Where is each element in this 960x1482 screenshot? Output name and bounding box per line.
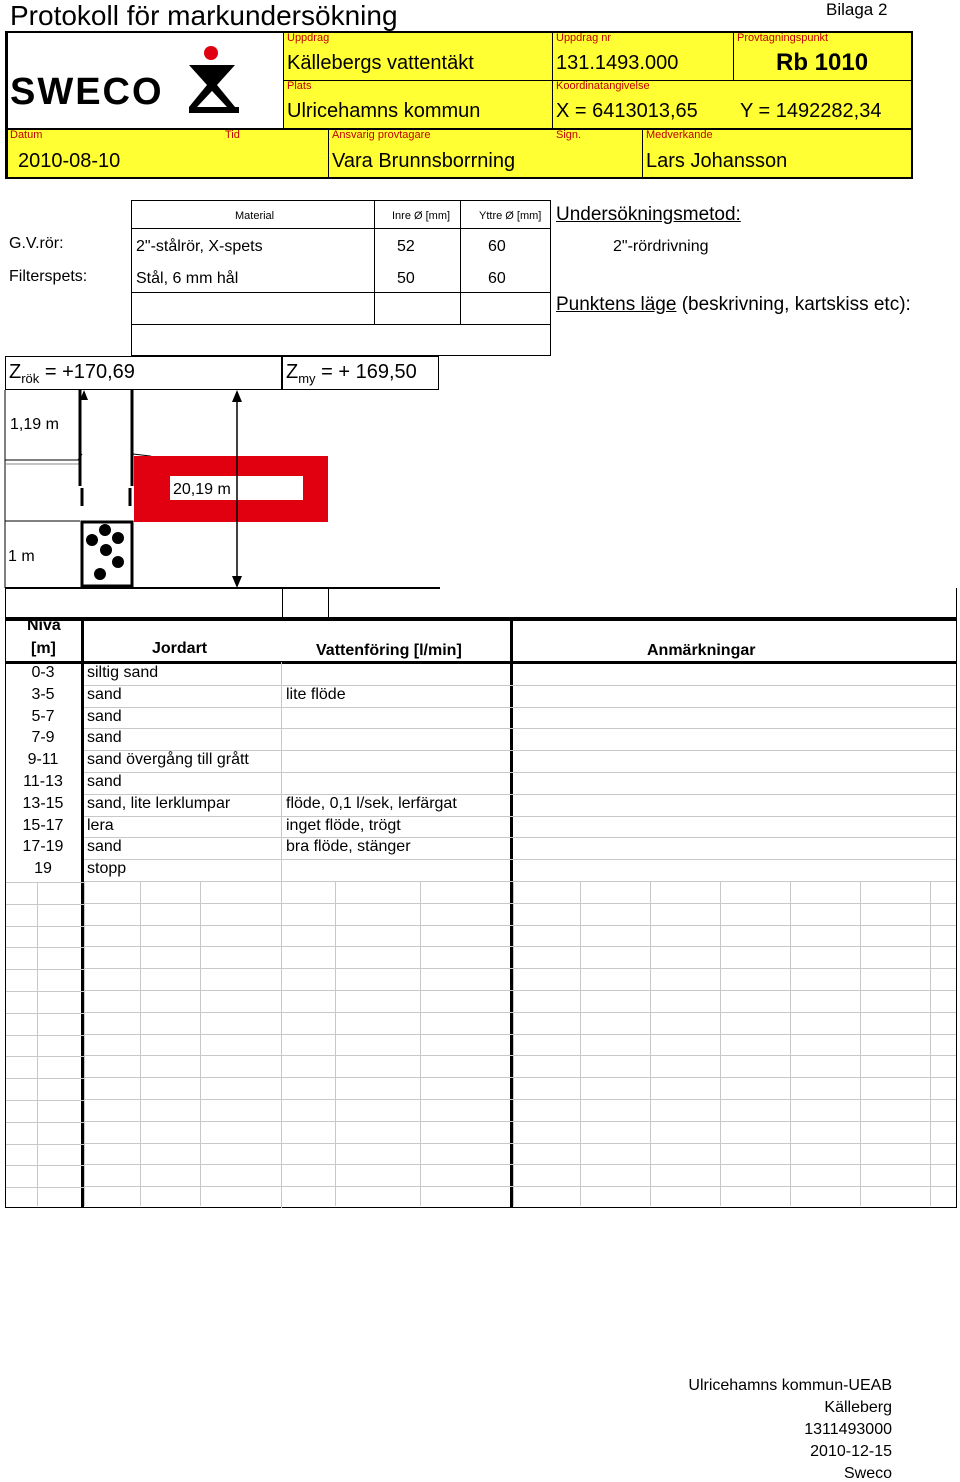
- niva-cell: 5-7: [31, 707, 55, 725]
- vattenforing-cell: lite flöde: [286, 685, 346, 703]
- grid-line: [84, 881, 956, 882]
- table-row: [0, 860, 960, 882]
- method-value: 2"-rördrivning: [613, 238, 709, 255]
- grid-line: [84, 1121, 956, 1122]
- grid-line: [84, 925, 956, 926]
- uppdrag-nr-value: 131.1493.000: [556, 52, 679, 74]
- grid-line: [84, 1164, 956, 1165]
- gv-outer: 60: [488, 238, 506, 255]
- y-coordinate: Y = 1492282,34: [740, 100, 882, 122]
- table-row: [0, 773, 960, 795]
- grid-line: [84, 968, 956, 969]
- grid-line: [84, 837, 956, 838]
- bottom-dimension-label: 1 m: [8, 548, 35, 565]
- grid-column-line: [281, 882, 282, 1206]
- uppdrag-nr-label: Uppdrag nr: [556, 32, 612, 44]
- grid-column-line: [860, 882, 861, 1206]
- grid-column-line: [420, 882, 421, 1206]
- grid-column-line: [200, 882, 201, 1206]
- niva-cell: 7-9: [31, 729, 55, 747]
- ansvarig-value: Vara Brunnsborrning: [332, 150, 516, 172]
- grid-line: [6, 1100, 84, 1101]
- grid-line: [6, 947, 84, 948]
- grid-line: [6, 1122, 84, 1123]
- provpunkt-value: Rb 1010: [776, 49, 869, 76]
- col-vattenforing: Vattenföring [l/min]: [316, 642, 462, 659]
- footer-line-3: 1311493000: [804, 1421, 892, 1438]
- col-niva-2: [m]: [31, 640, 56, 657]
- vattenforing-cell: inget flöde, trögt: [286, 816, 401, 834]
- method-label: Undersökningsmetod:: [556, 204, 741, 225]
- jordart-cell: siltig sand: [87, 664, 159, 681]
- table-row: [0, 708, 960, 730]
- jordart-cell: sand: [87, 729, 122, 747]
- jordart-cell: sand: [87, 838, 122, 856]
- niva-cell: 13-15: [22, 794, 64, 812]
- grid-line: [84, 1012, 956, 1013]
- grid-line: [84, 1099, 956, 1100]
- depth-dimension-label: 20,19 m: [173, 481, 231, 498]
- grid-line: [84, 1143, 956, 1144]
- table-row: [0, 664, 960, 686]
- grid-column-line: [930, 882, 931, 1206]
- jordart-cell: sand: [87, 685, 122, 703]
- grid-column-line: [84, 882, 85, 1206]
- uppdrag-label: Uppdrag: [287, 32, 330, 44]
- location-label-rest: (beskrivning, kartskiss etc):: [676, 294, 911, 315]
- niva-cell: 15-17: [22, 816, 64, 834]
- jordart-cell: stopp: [87, 860, 127, 878]
- ansvarig-label: Ansvarig provtagare: [332, 129, 431, 141]
- filter-inner: 50: [397, 270, 415, 287]
- grid-line: [84, 1186, 956, 1187]
- filter-material: Stål, 6 mm hål: [136, 270, 239, 287]
- footer-line-5: Sweco: [843, 1465, 892, 1482]
- grid-line: [6, 1013, 84, 1014]
- grid-line: [84, 903, 956, 904]
- niva-cell: 19: [34, 860, 52, 878]
- grid-line: [6, 1078, 84, 1079]
- grid-line: [84, 1077, 956, 1078]
- tid-label: Tid: [225, 129, 240, 141]
- jordart-cell: sand: [87, 707, 122, 725]
- x-coordinate: X = 6413013,65: [556, 100, 698, 122]
- grid-column-line: [513, 882, 514, 1206]
- grid-column-line: [335, 882, 336, 1206]
- grid-line: [6, 904, 84, 905]
- medverkande-label: Medverkande: [646, 129, 713, 141]
- grid-line: [84, 946, 956, 947]
- grid-line: [84, 772, 956, 773]
- grid-line: [6, 991, 84, 992]
- gv-inner: 52: [397, 238, 415, 255]
- niva-cell: 17-19: [22, 838, 64, 856]
- col-inner-diameter: Inre Ø [mm]: [392, 210, 451, 222]
- z-rok-value: $Z_{rök} = +170,69$: [9, 361, 135, 386]
- niva-cell: 0-3: [31, 664, 55, 681]
- table-row: [0, 729, 960, 751]
- koordinat-label: Koordinatangivelse: [556, 80, 650, 92]
- table-row: [0, 751, 960, 773]
- grid-line: [6, 882, 84, 883]
- jordart-cell: lera: [87, 816, 114, 834]
- table-row: [0, 686, 960, 708]
- grid-column-line: [37, 882, 38, 1206]
- jordart-cell: sand, lite lerklumpar: [87, 794, 231, 812]
- grid-line: [6, 1056, 84, 1057]
- grid-line: [84, 794, 956, 795]
- plats-value: Ulricehamns kommun: [287, 100, 481, 122]
- location-label: [556, 294, 911, 316]
- top-dimension-label: 1,19 m: [10, 416, 59, 433]
- niva-cell: 11-13: [23, 773, 63, 790]
- page-title: Protokoll för markundersökning: [10, 0, 398, 31]
- niva-cell: 9-11: [27, 751, 59, 769]
- datum-value: 2010-08-10: [18, 150, 121, 172]
- col-anmarkningar: Anmärkningar: [647, 642, 756, 659]
- grid-line: [6, 1165, 84, 1166]
- medverkande-value: Lars Johansson: [646, 150, 788, 172]
- col-material: Material: [235, 210, 275, 222]
- sweco-logo: [8, 33, 283, 128]
- grid-column-line: [580, 882, 581, 1206]
- col-outer-diameter: Yttre Ø [mm]: [479, 210, 542, 222]
- gv-label: G.V.rör:: [9, 235, 64, 252]
- grid-column-line: [650, 882, 651, 1206]
- grid-line: [84, 1034, 956, 1035]
- plats-label: Plats: [287, 80, 312, 92]
- grid-line: [84, 707, 956, 708]
- location-label-underlined: Punktens läge: [556, 294, 677, 315]
- grid-line: [84, 728, 956, 729]
- grid-line: [6, 926, 84, 927]
- grid-line: [6, 1187, 84, 1188]
- grid-line: [84, 816, 956, 817]
- table-row: [0, 838, 960, 860]
- jordart-cell: sand: [87, 773, 122, 790]
- filter-label: Filterspets:: [9, 268, 88, 285]
- vattenforing-cell: bra flöde, stänger: [286, 838, 411, 856]
- table-row: [0, 795, 960, 817]
- grid-line: [6, 969, 84, 970]
- col-jordart: Jordart: [152, 640, 208, 657]
- grid-line: [84, 685, 956, 686]
- grid-column-line: [790, 882, 791, 1206]
- footer-line-2: Källeberg: [824, 1399, 892, 1416]
- grid-line: [84, 1055, 956, 1056]
- grid-line: [84, 859, 956, 860]
- jordart-cell: sand övergång till grått: [87, 751, 249, 769]
- datum-label: Datum: [10, 129, 43, 141]
- niva-cell: 3-5: [31, 685, 55, 703]
- appendix-label: Bilaga 2: [826, 0, 888, 19]
- grid-column-line: [140, 882, 141, 1206]
- grid-line: [6, 1144, 84, 1145]
- filter-outer: 60: [488, 270, 506, 287]
- gv-material: 2"-stålrör, X-spets: [136, 238, 263, 255]
- vattenforing-cell: flöde, 0,1 l/sek, lerfärgat: [286, 794, 457, 812]
- col-niva-1: Nivå: [27, 617, 61, 634]
- grid-line: [6, 1035, 84, 1036]
- grid-line: [84, 990, 956, 991]
- spacer-row: [5, 588, 957, 618]
- footer-line-4: 2010-12-15: [810, 1443, 892, 1460]
- logo-wordmark: SWECO: [10, 71, 164, 113]
- z-my-value: $Z_{my}$ = + 169,50: [286, 361, 417, 386]
- footer-line-1: Ulricehamns kommun-UEAB: [688, 1377, 892, 1394]
- grid-line: [84, 750, 956, 751]
- grid-column-line: [720, 882, 721, 1206]
- sweco-symbol-icon: [183, 41, 245, 116]
- table-row: [0, 817, 960, 839]
- provpunkt-label: Provtagningspunkt: [737, 32, 829, 44]
- uppdrag-value: Källebergs vattentäkt: [287, 52, 474, 74]
- sign-label: Sign.: [556, 129, 582, 141]
